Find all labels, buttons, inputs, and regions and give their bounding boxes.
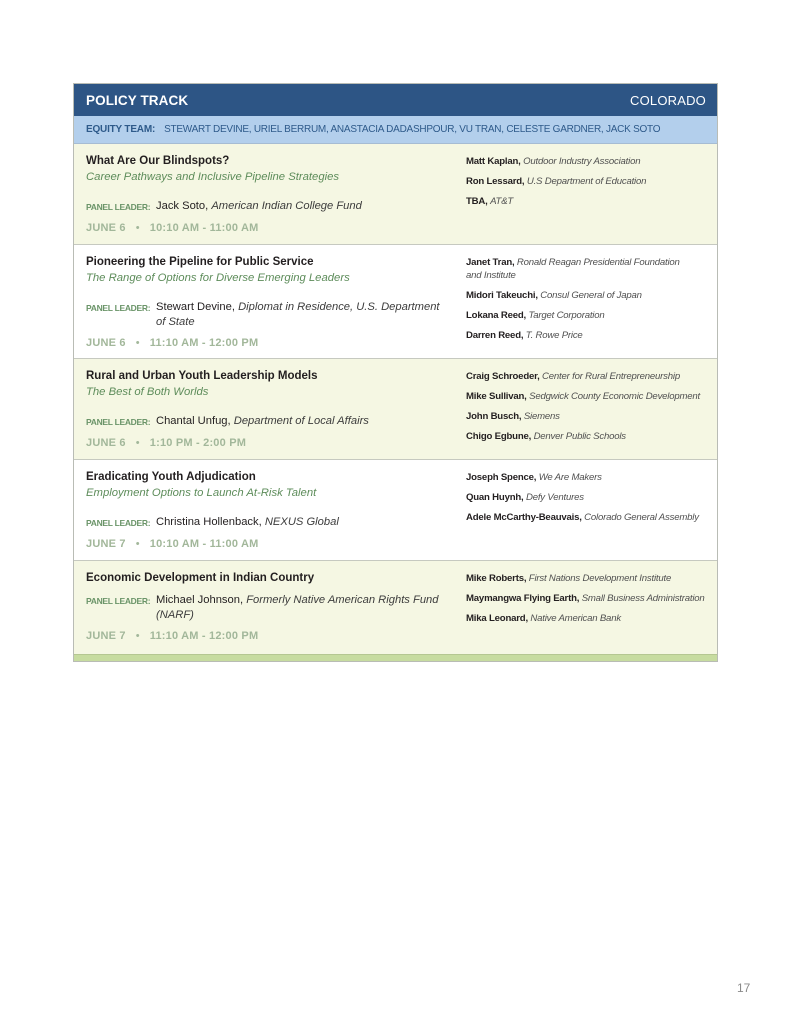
session-subtitle: The Range of Options for Diverse Emerging Leaders <box>86 272 350 284</box>
session-row <box>74 359 717 460</box>
panel-leader-name: Chantal Unfug, <box>156 415 231 427</box>
panel-leader-org: NEXUS Global <box>264 516 339 528</box>
panel-leader-label: PANEL LEADER: <box>86 417 151 427</box>
session-time: 11:10 AM - 12:00 PM <box>149 630 259 642</box>
panelist-list <box>456 144 717 244</box>
session-row <box>74 460 717 561</box>
panelist: Mike Roberts, First Nations Development Institute <box>466 573 672 584</box>
session-details <box>74 561 456 654</box>
session-datetime <box>86 337 446 357</box>
separator-dot: • <box>135 337 140 349</box>
panel-leader <box>86 515 446 531</box>
session-date: JUNE 6 <box>86 437 126 449</box>
equity-team-names: STEWART DEVINE, URIEL BERRUM, ANASTACIA DADASHPOUR, VU TRAN, CELESTE GARDNER, JACK SOTO <box>164 124 661 135</box>
panel-leader-label: PANEL LEADER: <box>86 518 151 528</box>
panelist-list <box>456 561 717 654</box>
session-details <box>74 245 456 358</box>
panel-leader-label: PANEL LEADER: <box>86 202 151 212</box>
equity-team-band <box>74 116 717 144</box>
panel-leader <box>86 593 446 623</box>
page-number: 17 <box>737 981 751 995</box>
panelist: Ron Lessard, U.S Department of Education <box>466 176 647 187</box>
separator-dot: • <box>135 437 140 449</box>
session-details <box>74 144 456 244</box>
session-title: Economic Development in Indian Country <box>86 572 315 584</box>
panel-leader-name: Michael Johnson, <box>156 594 244 606</box>
panelist: Maymangwa Flying Earth, Small Business Administration <box>466 593 705 604</box>
session-date: JUNE 7 <box>86 630 126 642</box>
session-datetime <box>86 437 446 457</box>
panelist-list <box>456 359 717 459</box>
session-subtitle: The Best of Both Worlds <box>86 386 209 398</box>
panel-leader-org: Department of Local Affairs <box>233 415 369 427</box>
session-row <box>74 561 717 654</box>
session-title: Rural and Urban Youth Leadership Models <box>86 370 318 382</box>
panel-leader-org: American Indian College Fund <box>211 200 362 212</box>
panelist: Mika Leonard, Native American Bank <box>466 613 621 624</box>
panelist-list <box>456 245 717 358</box>
panel-leader-org: Diplomat in Residence, U.S. Department of State <box>156 301 440 328</box>
session-title: Pioneering the Pipeline for Public Service <box>86 256 314 268</box>
session-time: 1:10 PM - 2:00 PM <box>149 437 247 449</box>
track-title: POLICY TRACK <box>86 92 189 108</box>
panelist: Janet Tran, Ronald Reagan Presidential Foundation and Institute <box>466 257 680 281</box>
session-date: JUNE 7 <box>86 538 126 550</box>
table-footer-bar <box>74 654 717 661</box>
separator-dot: • <box>135 538 140 550</box>
panel-leader <box>86 414 446 430</box>
panelist: Craig Schroeder, Center for Rural Entrepreneurship <box>466 371 680 382</box>
panel-leader-name: Christina Hollenback, <box>156 516 262 528</box>
panel-leader-org: Formerly Native American Rights Fund (NARF) <box>156 594 439 621</box>
session-date: JUNE 6 <box>86 222 126 234</box>
panelist: Matt Kaplan, Outdoor Industry Association <box>466 156 641 167</box>
panelist: TBA, AT&T <box>466 196 514 207</box>
session-time: 10:10 AM - 11:00 AM <box>149 538 259 550</box>
session-row <box>74 144 717 245</box>
separator-dot: • <box>135 222 140 234</box>
panel-leader <box>86 300 446 330</box>
panelist: Quan Huynh, Defy Ventures <box>466 492 584 503</box>
panel-leader-name: Stewart Devine, <box>156 301 235 313</box>
session-datetime <box>86 222 446 242</box>
panelist-list <box>456 460 717 560</box>
session-time: 11:10 AM - 12:00 PM <box>149 337 259 349</box>
session-title: What Are Our Blindspots? <box>86 155 230 167</box>
panelist: Midori Takeuchi, Consul General of Japan <box>466 290 642 301</box>
panelist: Chigo Egbune, Denver Public Schools <box>466 431 626 442</box>
session-row <box>74 245 717 359</box>
track-region: COLORADO <box>629 92 706 108</box>
panel-leader-label: PANEL LEADER: <box>86 303 151 313</box>
policy-track-table <box>73 83 718 662</box>
panel-leader-name: Jack Soto, <box>156 200 209 212</box>
session-title: Eradicating Youth Adjudication <box>86 471 256 483</box>
session-time: 10:10 AM - 11:00 AM <box>149 222 259 234</box>
track-header <box>74 84 717 116</box>
session-details <box>74 460 456 560</box>
panelist: John Busch, Siemens <box>466 411 560 422</box>
separator-dot: • <box>135 630 140 642</box>
session-details <box>74 359 456 459</box>
session-datetime <box>86 630 446 650</box>
panelist: Lokana Reed, Target Corporation <box>466 310 605 321</box>
session-subtitle: Career Pathways and Inclusive Pipeline Strategies <box>86 171 340 183</box>
equity-team-label: EQUITY TEAM: <box>86 124 156 135</box>
panelist: Joseph Spence, We Are Makers <box>466 472 602 483</box>
panel-leader <box>86 199 446 215</box>
panelist: Adele McCarthy-Beauvais, Colorado General Assembly <box>466 512 699 523</box>
panelist: Mike Sullivan, Sedgwick County Economic Development <box>466 391 701 402</box>
panelist: Darren Reed, T. Rowe Price <box>466 330 583 341</box>
session-date: JUNE 6 <box>86 337 126 349</box>
session-subtitle: Employment Options to Launch At-Risk Talent <box>86 487 317 499</box>
session-datetime <box>86 538 446 558</box>
panel-leader-label: PANEL LEADER: <box>86 596 151 606</box>
